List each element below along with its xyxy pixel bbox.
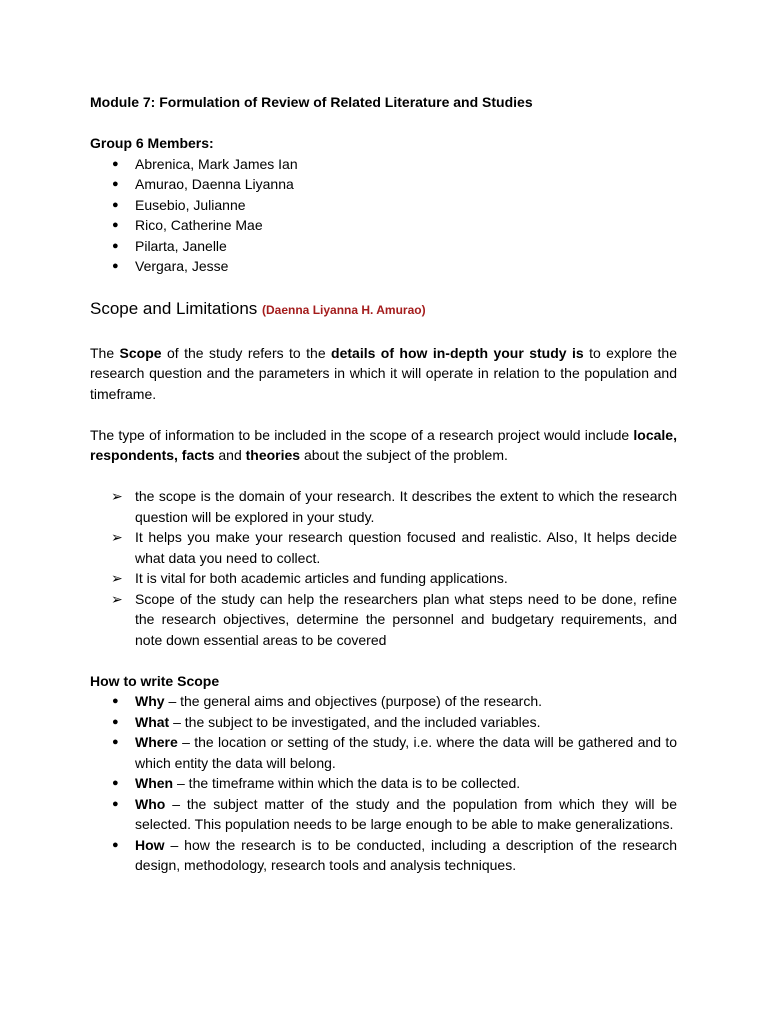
paragraph-bold-text: locale, respondents, facts <box>90 426 677 463</box>
bullet-icon: ● <box>112 695 119 707</box>
bullet-icon: ● <box>112 838 119 851</box>
list-item <box>90 174 677 195</box>
list-item <box>90 568 677 589</box>
section-heading <box>90 297 677 322</box>
term-label: Who <box>135 795 166 812</box>
term-description: – the subject matter of the study and the population from which they will be selected. This population needs to be large enough to be able to make generalizations. <box>135 795 677 832</box>
bullet-icon: ● <box>112 736 119 748</box>
scope-definition-paragraph <box>90 343 677 405</box>
section-title: Scope and Limitations <box>90 298 258 318</box>
term-description: – the timeframe within which the data is to be collected. <box>173 775 521 791</box>
scope-points-list <box>90 486 677 650</box>
list-item <box>90 712 677 733</box>
paragraph-text: The <box>90 344 120 361</box>
list-item <box>90 195 677 216</box>
term-label: Why <box>135 693 165 709</box>
page-title: Module 7: Formulation of Review of Related Literature and Studies <box>90 94 533 110</box>
member-name: Eusebio, Julianne <box>135 196 246 213</box>
arrow-bullet-icon: ➢ <box>111 488 123 504</box>
paragraph-text: about the subject of the problem. <box>300 447 508 463</box>
how-to-heading: How to write Scope <box>90 672 220 689</box>
arrow-bullet-icon: ➢ <box>111 570 123 586</box>
arrow-bullet-icon: ➢ <box>111 529 123 545</box>
term-description: – the location or setting of the study, i.e. where the data will be gathered and to which entity the data will belong. <box>135 734 677 771</box>
paragraph-text: The type of information to be included in the scope of a research project would include <box>90 426 634 443</box>
member-name: Pilarta, Janelle <box>135 237 227 254</box>
list-item <box>90 835 677 876</box>
list-item <box>90 215 677 236</box>
list-item <box>90 154 677 175</box>
list-item <box>90 794 677 835</box>
list-item <box>90 527 677 568</box>
term-label: What <box>135 713 170 730</box>
bullet-icon: ● <box>112 178 119 190</box>
paragraph-bold-text: details of how in-depth your study is <box>331 344 584 361</box>
term-description: – the subject to be investigated, and the included variables. <box>169 713 541 730</box>
list-item <box>90 589 677 651</box>
bullet-icon: ● <box>112 157 119 170</box>
list-item <box>90 691 677 712</box>
bullet-icon: ● <box>112 715 119 728</box>
members-list <box>90 154 677 277</box>
list-item <box>90 486 677 527</box>
list-item <box>90 256 677 277</box>
list-item <box>90 236 677 257</box>
members-heading: Group 6 Members: <box>90 135 214 151</box>
scope-information-paragraph <box>90 425 677 466</box>
paragraph-text: to explore the research question and the parameters in which it will operate in relation to the population and timeframe. <box>90 344 677 402</box>
member-name: Amurao, Daenna Liyanna <box>135 176 294 192</box>
bullet-icon: ● <box>112 219 119 231</box>
paragraph-bold-text: Scope <box>119 344 162 361</box>
paragraph-bold-text: theories <box>245 447 301 463</box>
point-text: the scope is the domain of your research. It describes the extent to which the research question will be explored in your study. <box>135 488 677 525</box>
term-label: Where <box>135 734 178 750</box>
term-label: When <box>135 775 174 791</box>
how-to-list <box>90 691 677 876</box>
member-name: Vergara, Jesse <box>135 258 229 274</box>
section-author: (Daenna Liyanna H. Amurao) <box>262 302 426 317</box>
bullet-icon: ● <box>112 239 119 252</box>
point-text: Scope of the study can help the researchers plan what steps need to be done, refine the research objectives, determine the personnel and budgetary requirements, and note down essential areas to be covered <box>135 590 677 648</box>
point-text: It is vital for both academic articles and funding applications. <box>135 570 508 586</box>
bullet-icon: ● <box>112 797 119 810</box>
point-text: It helps you make your research question focused and realistic. Also, It helps decide what data you need to collect. <box>135 529 677 566</box>
bullet-icon: ● <box>112 777 119 789</box>
arrow-bullet-icon: ➢ <box>111 590 123 607</box>
term-description: – how the research is to be conducted, including a description of the research design, methodology, research tools and analysis techniques. <box>135 836 677 873</box>
member-name: Abrenica, Mark James Ian <box>135 155 298 172</box>
term-label: How <box>135 836 165 853</box>
document-body <box>90 92 677 876</box>
paragraph-text: and <box>214 447 246 463</box>
term-description: – the general aims and objectives (purpose) of the research. <box>164 693 542 709</box>
paragraph-text: of the study refers to the <box>161 344 332 361</box>
bullet-icon: ● <box>112 260 119 272</box>
list-item <box>90 732 677 773</box>
list-item <box>90 773 677 794</box>
bullet-icon: ● <box>112 198 119 211</box>
member-name: Rico, Catherine Mae <box>135 217 263 233</box>
